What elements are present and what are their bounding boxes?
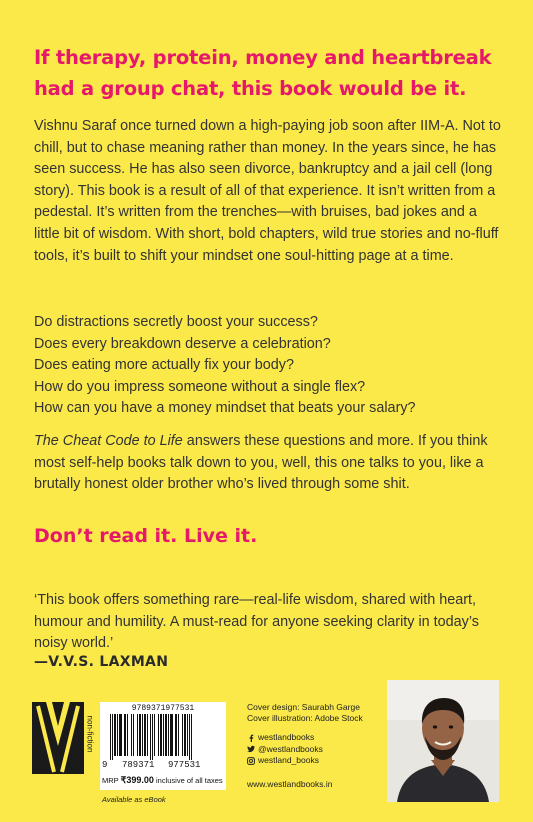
social-handle: @westlandbooks	[258, 743, 323, 754]
question-list	[34, 312, 514, 420]
barcode-bar	[127, 714, 128, 756]
question-item: Does every breakdown deserve a celebration?	[34, 335, 331, 352]
barcode-bar	[124, 714, 126, 756]
isbn-group-1: 789371	[122, 760, 155, 770]
publisher-logo	[32, 702, 84, 774]
barcode	[100, 702, 226, 790]
question-item: How can you have a money mindset that beats your salary?	[34, 400, 416, 417]
barcode-bar	[160, 714, 162, 756]
barcode-bar	[114, 714, 116, 756]
headline: If therapy, protein, money and heartbreak had a group chat, this book would be it.	[34, 46, 492, 100]
twitter-icon	[247, 745, 255, 753]
barcode-bar	[189, 714, 190, 760]
instagram-icon	[247, 757, 255, 765]
barcode-bar	[139, 714, 141, 756]
barcode-bar	[191, 714, 192, 760]
barcode-bar	[119, 714, 122, 756]
social-item[interactable]	[247, 755, 323, 767]
social-links	[247, 732, 323, 767]
question-item: Does eating more actually fix your body?	[34, 357, 294, 374]
barcode-bar	[131, 714, 132, 756]
price-line	[102, 775, 223, 786]
barcode-bar	[168, 714, 169, 756]
social-handle: westland_books	[258, 755, 319, 765]
isbn-digits	[100, 760, 226, 772]
endorsement-attribution: —V.V.S. LAXMAN	[34, 654, 169, 670]
barcode-bar	[142, 714, 143, 756]
genre-label	[84, 704, 96, 764]
endorsement-quote: ‘This book offers something rare—real-life wisdom, shared with heart, humour and humility. A must-read for anyone seeking clarity in today’s noisy world.’	[34, 592, 480, 652]
closing-paragraph	[34, 431, 504, 496]
price-value: ₹399.00	[120, 775, 154, 785]
author-photo	[387, 680, 499, 802]
ebook-note: Available as eBook	[102, 795, 166, 804]
question-item: How do you impress someone without a single flex?	[34, 378, 366, 395]
barcode-bar	[150, 714, 151, 760]
barcode-bars	[110, 714, 218, 760]
social-item[interactable]	[247, 732, 323, 744]
cover-illustration-credit: Cover illustration: Adobe Stock	[247, 713, 363, 723]
barcode-bar	[182, 714, 183, 756]
barcode-bar	[133, 714, 134, 756]
barcode-bar	[184, 714, 186, 756]
barcode-bar	[110, 714, 111, 760]
barcode-bar	[187, 714, 188, 756]
barcode-bar	[178, 714, 179, 756]
mrp-label: MRP	[102, 776, 119, 785]
barcode-bar	[158, 714, 159, 756]
barcode-bar	[137, 714, 138, 756]
genre-text: non-fiction	[85, 715, 95, 753]
barcode-bar	[112, 714, 113, 760]
facebook-icon	[247, 734, 255, 742]
barcode-bar	[147, 714, 148, 756]
social-handle: westlandbooks	[258, 732, 315, 742]
tax-note: inclusive of all taxes	[155, 776, 223, 785]
isbn-lead-digit: 9	[102, 760, 108, 770]
barcode-bar	[170, 714, 173, 756]
question-item: Do distractions secretly boost your success?	[34, 314, 318, 330]
publisher-website[interactable]: www.westlandbooks.in	[247, 779, 333, 789]
blurb-paragraph: Vishnu Saraf once turned down a high-paying job soon after IIM-A. Not to chill, but to chase meaning rather than money. In the years since, he has seen success. He has also seen divorce, bankruptcy and a jail cell (long story). This book is a result of all of that experience. It isn’t written from a pedestal. It’s written from the trenches—with bruises, bad jokes and a little bit of wisdom. With short, bold chapters, wild true stories and no-fluff tools, it’s built to shift your mindset one soul-hitting page at a time.	[34, 118, 501, 264]
barcode-bar	[154, 714, 155, 756]
closing-text: answers these questions and more. If you think most self-help books talk down to you, well, this one talks to you, like a brutally honest older brother who’s lived through some shit.	[34, 433, 488, 493]
barcode-bar	[163, 714, 164, 756]
tagline: Don’t read it. Live it.	[34, 525, 258, 547]
barcode-bar	[144, 714, 146, 756]
barcode-bar	[175, 714, 177, 756]
isbn-group-2: 977531	[168, 760, 201, 770]
barcode-bar	[165, 714, 167, 756]
book-title: The Cheat Code to Life	[34, 433, 183, 449]
isbn-number: 9789371977531	[131, 704, 195, 713]
barcode-bar	[117, 714, 118, 756]
barcode-bar	[152, 714, 153, 760]
cover-credits	[247, 702, 363, 724]
cover-design-credit: Cover design: Saurabh Garge	[247, 702, 360, 712]
social-item[interactable]	[247, 744, 323, 756]
